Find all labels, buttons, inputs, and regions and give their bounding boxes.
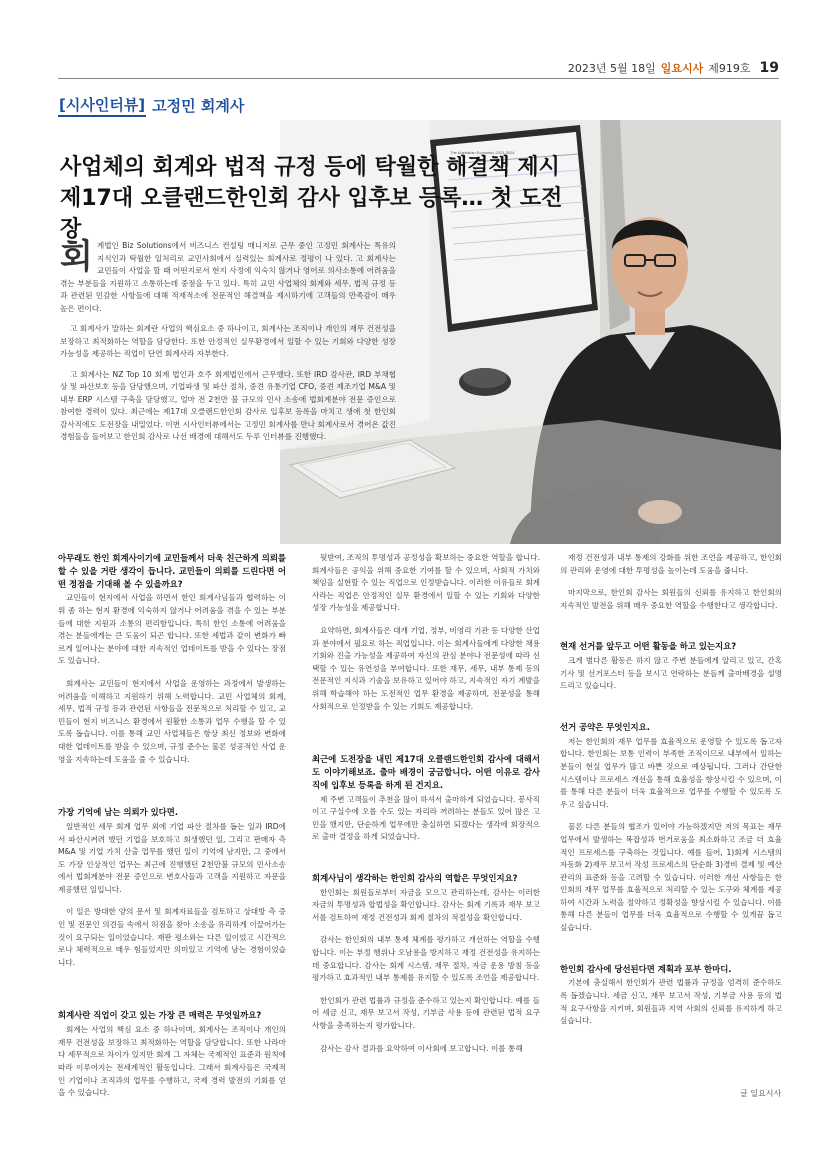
answer-paragraph: 재정 건전성과 내부 통제의 강화를 위한 조언을 제공하고, 한인회의 관리와 운영에 대한 투명성을 높이는데 도움을 줍니다.	[560, 553, 782, 575]
interview-question: 회계사님이 생각하는 한인회 감사의 역할은 무엇인지요?	[312, 872, 518, 883]
headline-line-1: 사업체의 회계와 법적 규정 등에 탁월한 해결책 제시	[60, 155, 560, 180]
monitor-caption: The Australian Economic 2023-2024	[450, 150, 515, 155]
header-rule	[58, 78, 779, 79]
answer-paragraph: 일반적인 세무 회계 업무 외에 기업 파산 절차를 돕는 일과 IRD에서 파산시켜려 했던 기업을 보호하고 회생했던 일, 그리고 판매자 측 M&A 및 기업 가치 산출 업무를 했던 일이 기억에 남지만, 그 중에서도 가장 인상적인 업무는 최근에 진행했던 2천만불 규모의 민사소송에서 법회계분야 전문 증인으로 변호사들과 고객을 지원하고 자문을 제공했던 일입니다.	[58, 821, 286, 894]
page-number: 19	[759, 60, 779, 76]
answer-paragraph: 요약하면, 회계사들은 대개 기업, 정부, 비영리 기관 등 다양한 산업과 분야에서 필요로 하는 직업입니다. 이는 회계사들에게 다양한 채용 기회와 진출 가능성을 제공하여 자신의 관심 분야나 전문성에 따라 선택할 수 있는 유연성을 부여합니다. 또한 재무, 세무, 내부 통제 등의 전문적인 지식과 기술을 보유하고 있어야 하고, 지속적인 자기 계발을 위해 학습해야 하는 도전적인 업무 환경을 제공하며, 전문성을 통해 사회적으로 인정받을 수 있는 기회도 제공합니다.	[312, 625, 540, 711]
answer-paragraph: 감사는 한인회의 내부 통제 체계를 평가하고 개선하는 역할을 수행합니다. 이는 부정 행위나 오남용을 방지하고 재정 건전성을 유지하는데 중요합니다. 감사는 회계 시스템, 재무 절차, 자금 운용 방침 등을 평가하고 효과적인 내부 통제를 유지할 수 있도록 조언을 제공합니다.	[312, 935, 540, 983]
lead-paragraph-3: 고 회계사는 NZ Top 10 회계 법인과 호주 회계법인에서 근무했다. 또한 IRD 감사관, IRD 부채협상 및 파산보호 등을 담당했으며, 기업파생 및 파산 절차, 중견 유통기업 CFO, 중견 제조기업 M&A 및 내부 ERP 시스템 구축을 담당했고, 얼마 전 2천만 불 규모의 민사 소송에 법회계분야 전문 증인으로 참여한 경력이 있다. 최근에는 제17대 오클랜드한인회 감사로 입후보 등록을 마치고 생애 첫 한인회 감사직에도 도전장을 내밀었다. 이번 시사인터뷰에서는 고정민 회계사를 만나 회계사로서 겪어온 값진 경험들을 들어보고 한인회 감사로 나선 배경에 대해서도 두루 인터뷰를 진행했다.	[60, 369, 396, 441]
answer-paragraph: 이 일은 방대한 양의 문서 및 회계자료들을 검토하고 상대방 측 증인 및 전문인 의견들 속에서 허점을 찾아 소송을 유리하게 이끌어가는 것이 요구되는 일이었습니다. 재판 평소와는 다른 일이었고 시간적으로나 체력적으로 매우 힘들었지만 의미있고 기억에 남는 경험이었습니다.	[58, 907, 286, 967]
answer-paragraph: 한인회는 회원들로부터 자금을 모으고 관리하는데, 감사는 이러한 자금의 투명성과 합법성을 확인합니다. 감사는 회계 기록과 재무 보고서를 검토하여 재정 건전성과 회계 절차의 적절성을 확인합니다.	[312, 887, 540, 922]
answer-paragraph: 제 주변 고객들이 추천을 많이 하셔서 출마하게 되었습니다. 봉사직이고 구실수에 오를 수도 있는 자리라 꺼려하는 분들도 있어 많은 고민을 했지만, 단순하게 업무에만 충실하면 되겠다는 생각에 회장적으로 출마 결정을 하게 되었습니다.	[312, 794, 540, 842]
answer-paragraph: 뒷받여, 조직의 투명성과 공정성을 확보하는 중요한 역할을 합니다. 회계사들은 공익을 위해 중요한 기여를 할 수 있으며, 사회적 가치와 책임을 실현할 수 있는 직업으로 인정받습니다. 이러한 이유들로 회계사라는 직업은 안정적인 실무 환경에서 일할 수 있는 기회와 다양한 성장 가능성을 제공합니다.	[312, 553, 540, 613]
interview-question: 회계사란 직업이 갖고 있는 가장 큰 매력은 무엇일까요?	[58, 1010, 262, 1021]
spacer	[560, 622, 782, 640]
drop-cap: 회	[60, 237, 93, 277]
mouse-icon	[459, 368, 511, 396]
lead-text-1: 계법인 Biz Solutions에서 비즈니스 컨설팅 매니저로 근무 중인 고정민 회계사는 특유의 지식인과 탁월한 일처리로 교민사회에서 실력있는 회계사로 정평이 나 있다. 고 회계사는 교민들이 사업을 할 때 어떤지로서 현지 사정에 익숙치 않거나 영어로 의사소통에 어려움을 겪는 부분들을 지원하고 소통하는데 중점을 두고 있다. 특히 교민 사업체의 회계와 세무, 법적 규정 등과 관련된 민감한 사항들에 대해 적재적소에 전문적인 해결책을 제시하기에 고객들의 만족감이 매우 높은 편이다.	[60, 241, 396, 313]
answer-paragraph: 회계는 사업의 핵심 요소 중 하나이며, 회계사는 조직이나 개인의 재무 건전성을 보장하고 최적화하는 역할을 담당합니다. 또한 나라마다 세무적으로 차이가 있지만 회계 그 자체는 국제적인 표준과 원칙에 따라 이루어지는 전세계적인 활동입니다. 그래서 회계사들은 국제적인 기업이나 조직과의 업무를 수행하고, 국제 경력 발전의 기회를 얻을 수 있습니다.	[58, 1025, 286, 1098]
spacer	[312, 854, 540, 872]
spacer	[58, 776, 286, 806]
spacer	[560, 945, 782, 963]
answer-paragraph: 저는 한인회의 재무 업무를 효율적으로 운영할 수 있도록 돕고자 합니다. 한인회는 보통 인력이 부족한 조직이므로 내부에서 일하는 분들이 현실 업무가 많고 바쁜 것으로 예상됩니다. 그러나 간단한 시스템이나 프로세스 개선을 통해 효율성을 향상시킬 수 있으며, 이를 통해 다른 분들이 더욱 효율적으로 업무를 수행할 수 있도록 도우고 싶습니다.	[560, 736, 782, 809]
interviewee-name: 고정민 회계사	[152, 97, 245, 115]
interview-question: 한인회 감사에 당선된다면 계획과 포부 한마디.	[560, 963, 732, 974]
byline: 글 일요시사	[740, 1089, 782, 1098]
page-title	[60, 152, 580, 245]
lead-paragraph	[60, 237, 396, 315]
spacer	[312, 723, 540, 753]
headline-line-2: 제17대 오클랜드한인회 감사 입후보 등록… 첫 도전장	[60, 186, 563, 242]
lead-paragraph-2: 고 회계사가 말하는 회계란 사업의 핵심요소 중 하나이고, 회계사는 조직이나 개인의 재무 건전성을 보장하고 최적화하는 역할을 담당한다. 또한 안정적인 실무환경에서 일할 수 있는 기회와 다양한 성장 가능성을 제공하는 직업이 단연 회계사라 자부한다.	[60, 324, 396, 358]
answer-paragraph: 교민들이 현지에서 사업을 하면서 한인 회계사님들과 협력하는 이뤄 좀 하는 현지 환경에 익숙하지 않거나 어려움을 겪을 수 있는 부분들에 대한 지원과 소통의 편리함입니다. 특히 한인 소통에 어려움을 겪는 분들에게는 큰 도움이 되곤 합니다. 또한 세법과 같이 변화가 빠르게 일어나는 분야에 대한 지속적인 업데이트를 받을 수 있다는 장점도 있습니다.	[58, 593, 286, 666]
answer-paragraph: 크게 별다른 활동은 하지 않고 주변 분들에게 알리고 있고, 간혹 기사 및 선거포스터 등을 보시고 연락하는 분들께 출마배경을 설명드리고 있습니다.	[560, 656, 782, 691]
body-column-1	[58, 552, 286, 1110]
issue-number: 제919호	[708, 62, 751, 75]
answer-paragraph: 물론 다른 분들의 협조가 있어야 가능하겠지만 저의 목표는 재무 업무에서 발생하는 복잡성과 번거로움을 최소화하고 조금 더 효율적인 프로세스를 구축하는 것입니다. 예를 들어, 1)회계 시스템의 자동화 2)재무 보고서 작성 프로세스의 단순화 3)경비 결제 및 예산 관리의 표준화 등을 고려할 수 있습니다. 이러한 개선 사항들은 한인회의 재무 업무를 효율적으로 처리할 수 있는 도구와 체계를 제공하여 시간과 노력을 절약하고 정확성을 향상시킬 수 있습니다. 이를 통해 다른 분들이 업무를 더욱 효율적으로 수행할 수 있게끔 돕고 싶습니다.	[560, 822, 782, 933]
interview-question: 아무래도 한인 회계사이기에 교민들께서 더욱 친근하게 의뢰를 할 수 있을 거란 생각이 듭니다. 교민들이 의뢰를 드린다면 어떤 정점을 기대해 볼 수 있을까요?	[58, 553, 286, 589]
answer-paragraph: 감사는 감사 결과를 요약하여 이사회에 보고합니다. 이를 통해	[320, 1043, 523, 1053]
folio	[568, 60, 779, 76]
section-kicker	[58, 94, 244, 117]
answer-paragraph: 한인회가 관련 법률과 규정을 준수하고 있는지 확인합니다. 예를 들어 세금 신고, 재무 보고서 작성, 기부금 사용 등에 관련된 법적 요구사항을 충족하는지 평가합니다.	[312, 995, 540, 1031]
section-tag: [시사인터뷰]	[58, 94, 146, 117]
body-column-3	[560, 552, 782, 1038]
publication-name: 일요시사	[660, 62, 704, 75]
interview-question: 가장 기억에 남는 의뢰가 있다면.	[58, 807, 179, 818]
body-column-2	[312, 552, 540, 1065]
lead-section	[60, 237, 396, 452]
answer-paragraph: 마지막으로, 한인회 감사는 회원들의 신뢰를 유지하고 한인회의 지속적인 발전을 위해 매우 중요한 역할을 수행한다고 생각합니다.	[560, 588, 782, 610]
spacer	[58, 979, 286, 1009]
issue-date: 2023년 5월 18일	[567, 62, 656, 75]
spacer	[560, 703, 782, 721]
interview-question: 최근에 도전장을 내민 제17대 오클랜드한인회 감사에 대해서도 이야기해보죠. 출마 배경이 궁금합니다. 어떤 이유로 감사직에 입후보 등록을 하게 된 건지요.	[312, 754, 540, 790]
answer-paragraph: 회계사는 교민들이 현지에서 사업을 운영하는 과정에서 발생하는 어려움을 이해하고 지원하기 위해 노력합니다. 교민 사업체의 회계, 세무, 법적 규정 등과 관련된 사항들을 전문적으로 처리할 수 있고, 교민들이 현지 비즈니스 환경에서 원활한 소통과 업무 수행을 할 수 있도록 돕습니다. 이를 통해 교민 사업체들은 항상 최신 정보와 변화에 대한 업데이트를 받을 수 있으며, 규정 준수는 물론 성공적인 사업 운영을 지속하는데 도움을 줄 수 있습니다.	[58, 678, 286, 764]
interview-question: 현재 선거를 앞두고 어떤 활동을 하고 있는지요?	[560, 641, 737, 652]
interview-question: 선거 공약은 무엇인지요.	[560, 721, 650, 732]
page-header	[0, 0, 831, 84]
answer-paragraph: 기본에 충실해서 한인회가 관련 법률과 규정을 엄격히 준수하도록 돕겠습니다. 세금 신고, 재무 보고서 작성, 기부금 사용 등의 법적 요구사항을 지키며, 회원들과 지역 사회의 신뢰를 유지하게 하고 싶습니다.	[560, 978, 782, 1026]
